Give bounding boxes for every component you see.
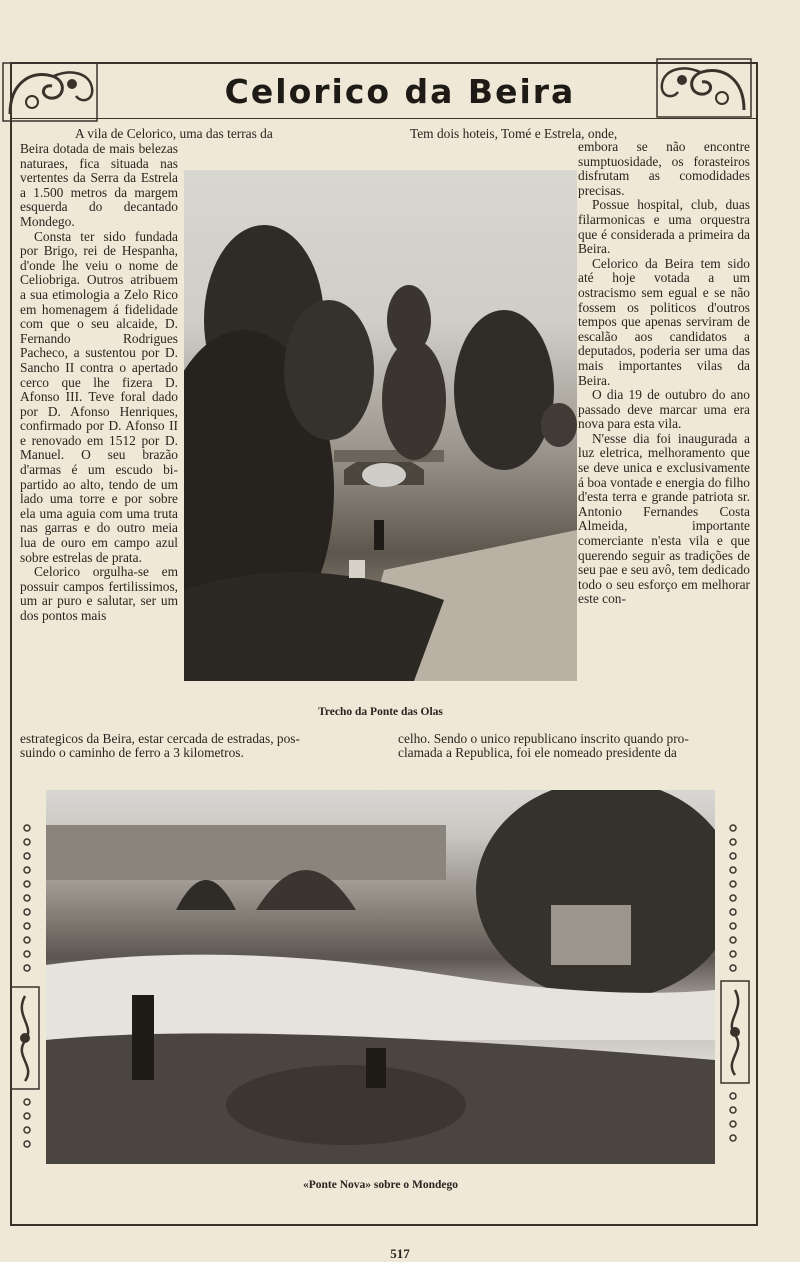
side-ornament-right xyxy=(720,980,750,1084)
photo-ponte-nova xyxy=(46,790,715,1164)
right-paragraph: Possue hospital, club, duas filarmonicas e uma orquestra que é considerada a primeira da Beira. xyxy=(578,197,750,257)
intro-line-left: A vila de Celorico, uma das terras da xyxy=(75,126,273,141)
bead-ornament-right xyxy=(726,822,740,978)
side-ornament-left xyxy=(10,986,40,1090)
bead-ornament-left-lower xyxy=(20,1096,34,1152)
left-column xyxy=(20,142,178,624)
bottom-right-line: celho. Sendo o unico republicano inscrito quando pro- xyxy=(398,731,689,746)
intro-line-right: Tem dois hoteis, Tomé e Estrela, onde, xyxy=(410,126,618,141)
title-rule xyxy=(12,118,758,119)
bottom-left-line: estrategicos da Beira, estar cercada de estradas, pos- xyxy=(20,731,300,746)
bead-ornament-right-lower xyxy=(726,1090,740,1146)
left-paragraph: Beira dotada de mais belezas naturaes, fica situada nas vertentes da Serra da Estrela a 1.500 metros da margem esquerda do decantado Mondego. xyxy=(20,141,178,229)
bead-ornament-left xyxy=(20,822,34,982)
caption-top-photo: Trecho da Ponte das Olas xyxy=(318,706,443,718)
right-paragraph: O dia 19 de outubro do ano passado deve marcar uma era nova para esta vila. xyxy=(578,387,750,432)
article-title: Celorico da Beira xyxy=(224,72,576,111)
left-paragraph: Celorico orgulha-se em possuir campos fertilissimos, um ar puro e salutar, ser um dos pontos mais xyxy=(20,564,178,623)
bottom-left-line: suindo o caminho de ferro a 3 kilometros. xyxy=(20,745,244,760)
photo-ponte-das-olas xyxy=(184,170,577,681)
right-paragraph: N'esse dia foi inaugurada a luz eletrica, melhoramento que se deve unica e exclusivamente á boa vontade e energia do filho d'esta terra e grande patriota sr. Antonio Fernandes Costa Almeida, importante comerciante n'esta vila e que querendo seguir as tradições de seu pae e seu avô, tem dedicado todo o seu esforço em melhorar este con- xyxy=(578,430,750,607)
right-column xyxy=(578,140,750,607)
right-paragraph: Celorico da Beira tem sido até hoje votada a um ostracismo sem egual e se não fossem os politicos d'outros tempos que apenas serviram de escalão aos candidatos a deputados, poderia ser uma das mais importantes vilas da Beira. xyxy=(578,255,750,388)
right-paragraph: embora se não encontre sumptuosidade, os forasteiros disfrutam as comodidades precisas. xyxy=(578,139,750,198)
left-paragraph: Consta ter sido fundada por Brigo, rei de Hespanha, d'onde lhe veiu o nome de Celiobriga. Outros atribuem a sua etimologia a Zelo Rico em homenagem á fidelidade com que o seu alcaide, D. Fernando Rodrigues Pacheco, a sustentou por D. Sancho II contra o apertado cerco que lhe fizera D. Afonso III. Teve foral dado por D. Afonso Henriques, confirmado por D. Afonso II e renovado em 1512 por D. Manuel. O seu brazão d'armas é um escudo bi-partido ao alto, tendo de um lado uma torre e por sobre ela uma aguia com uma truta nas garras e do outro meia lua de ouro em campo azul sobre estrelas de prata. xyxy=(20,228,178,565)
caption-bottom-photo: «Ponte Nova» sobre o Mondego xyxy=(302,1179,459,1191)
bottom-right-line: clamada a Republica, foi ele nomeado presidente da xyxy=(398,745,677,760)
page-number: 517 xyxy=(390,1246,410,1261)
